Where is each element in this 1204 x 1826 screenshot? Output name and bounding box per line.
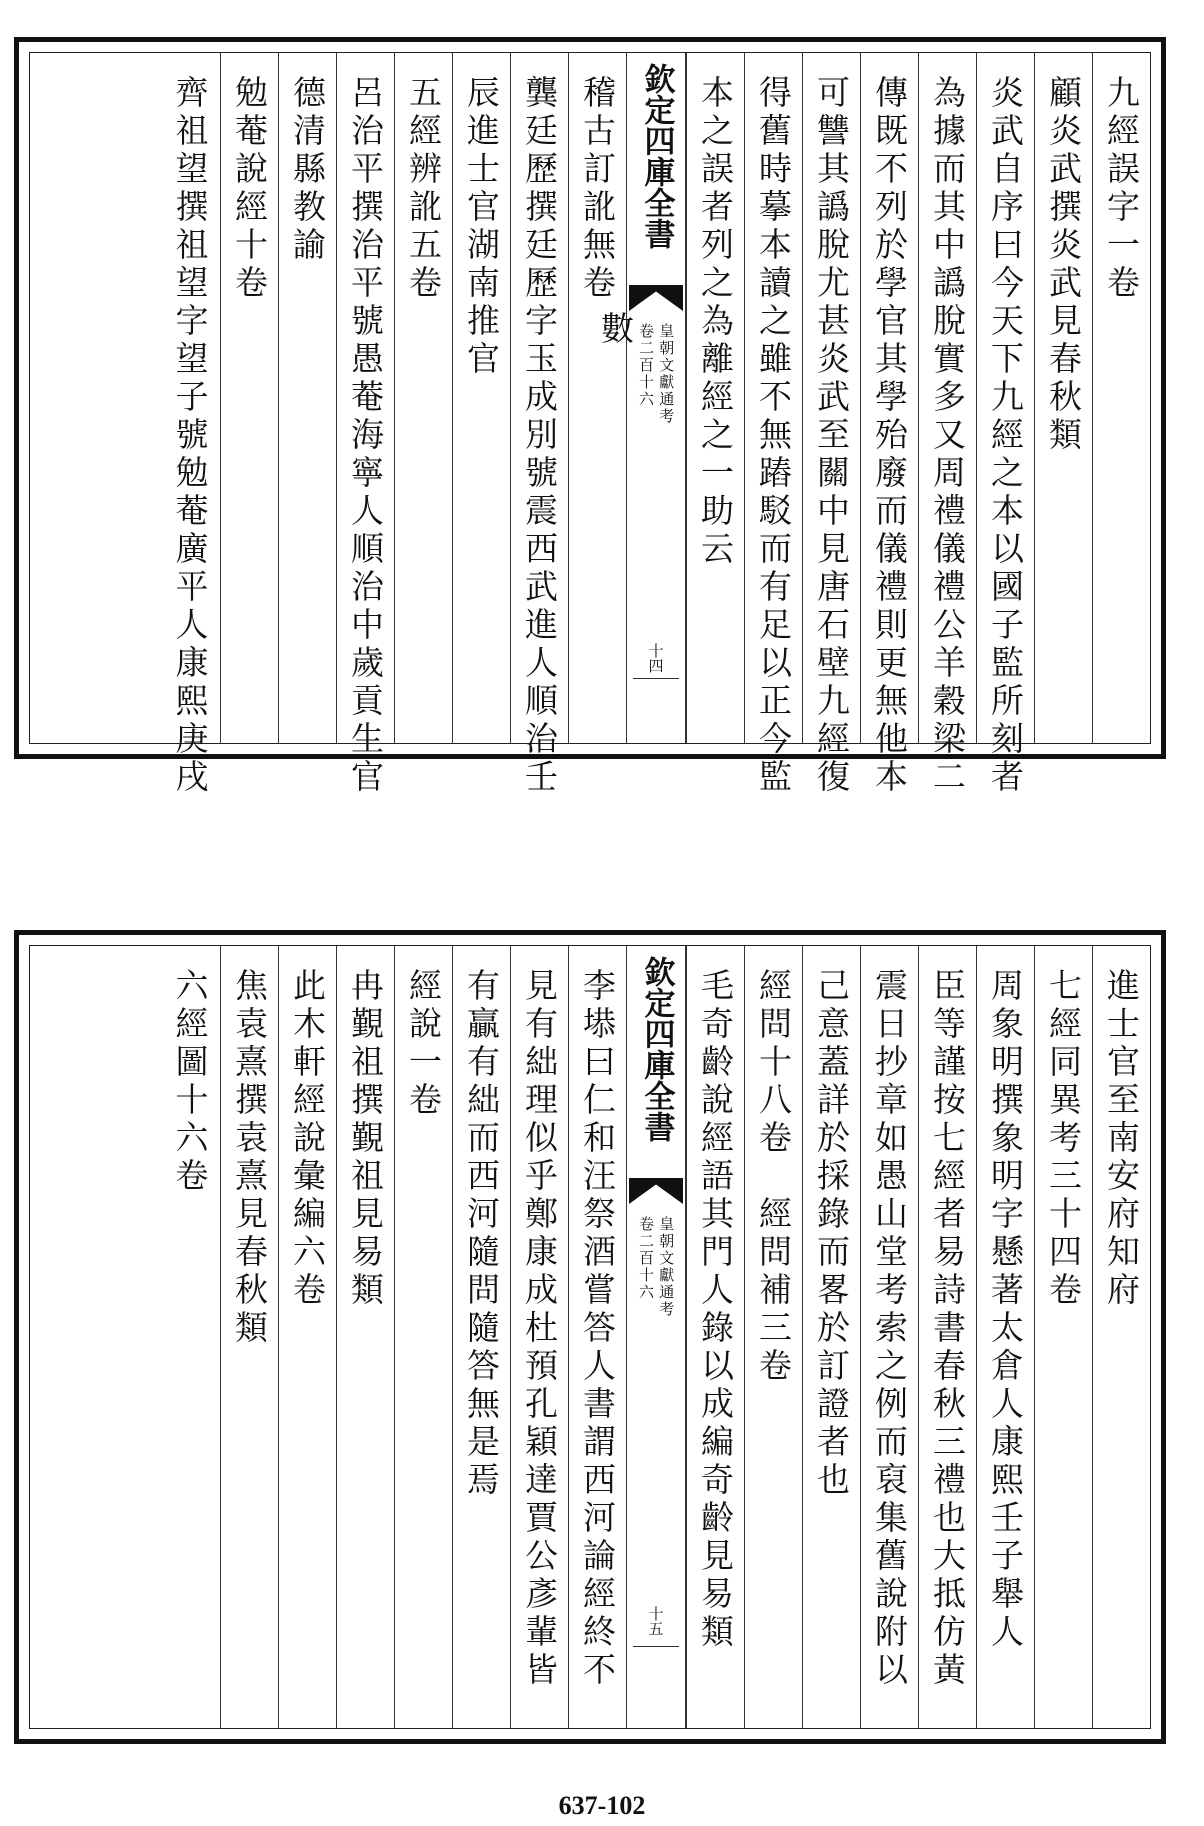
page-code: 637-102 bbox=[558, 1791, 646, 1820]
top-panel-frame bbox=[29, 52, 1151, 797]
top-spine-rule bbox=[633, 678, 679, 679]
bottom-column-9: 見有絀理似乎鄭康成杜預孔穎達賈公彥輩皆 bbox=[510, 946, 568, 1728]
bottom-column-11: 經說一卷 bbox=[394, 946, 452, 1728]
bottom-column-4: 震日抄章如愚山堂考索之例而裒集舊說附以 bbox=[860, 946, 918, 1728]
top-column-13: 德清縣教諭 bbox=[278, 53, 336, 743]
bottom-spine-source: 皇朝文獻通考 卷二百十六 bbox=[637, 1216, 676, 1318]
top-panel bbox=[14, 37, 1166, 797]
top-column-1: 顧炎武撰炎武見春秋類 bbox=[1034, 53, 1092, 743]
top-column-6: 得舊時摹本讀之雖不無蹖駁而有足以正今監 bbox=[744, 53, 802, 743]
bottom-column-7: 毛奇齡說經語其門人錄以成編奇齡見易類 bbox=[686, 946, 744, 1728]
top-column-3: 為據而其中譌脫實多又周禮儀禮公羊穀梁二 bbox=[918, 53, 976, 743]
bottom-spine-rule bbox=[633, 1646, 679, 1647]
top-column-8: 稽古訂訛無卷 bbox=[568, 53, 626, 743]
top-column-11: 五經辨訛五卷 bbox=[394, 53, 452, 743]
bottom-spine-title: 欽定四庫全書 bbox=[638, 956, 675, 1142]
bottom-column-13: 此木軒經說彙編六卷 bbox=[278, 946, 336, 1728]
bottom-panel-frame bbox=[29, 945, 1151, 1729]
bottom-column-0: 進士官至南安府知府 bbox=[1092, 946, 1150, 1728]
bottom-column-14: 焦袁熹撰袁熹見春秋類 bbox=[220, 946, 278, 1728]
top-column-0: 九經誤字一卷 bbox=[1092, 53, 1150, 743]
top-annotation-small: 數 bbox=[596, 311, 635, 349]
top-column-14: 勉菴說經十卷 bbox=[220, 53, 278, 743]
top-column-10: 辰進士官湖南推官 bbox=[452, 53, 510, 743]
top-column-2: 炎武自序曰今天下九經之本以國子監所刻者 bbox=[976, 53, 1034, 743]
top-spine-page-number: 十四 bbox=[646, 643, 665, 673]
top-spine-title: 欽定四庫全書 bbox=[638, 63, 675, 249]
bottom-fish-tail-mark bbox=[629, 1178, 683, 1204]
bottom-column-5: 己意蓋詳於採錄而畧於訂證者也 bbox=[802, 946, 860, 1728]
top-fish-tail-mark bbox=[629, 285, 683, 311]
bottom-column-10: 有贏有絀而西河隨問隨答無是焉 bbox=[452, 946, 510, 1728]
bottom-column-6: 經問十八卷 經問補三卷 bbox=[744, 946, 802, 1728]
bottom-column-3: 臣等謹按七經者易詩書春秋三禮也大抵仿黃 bbox=[918, 946, 976, 1728]
top-column-15: 齊祖望撰祖望字望子號勉菴廣平人康熙庚戌 bbox=[170, 75, 210, 797]
top-column-12: 呂治平撰治平號愚菴海寧人順治中歲貢生官 bbox=[336, 53, 394, 743]
top-spine bbox=[626, 53, 686, 743]
bottom-column-8: 李塨曰仁和汪祭酒嘗答人書謂西河論經終不 bbox=[568, 946, 626, 1728]
bottom-spine-page-number: 十五 bbox=[646, 1606, 665, 1636]
bottom-panel bbox=[14, 930, 1166, 1744]
bottom-column-12: 冉覲祖撰覲祖見易類 bbox=[336, 946, 394, 1728]
bottom-column-2: 周象明撰象明字懸著太倉人康熙壬子舉人 bbox=[976, 946, 1034, 1728]
bottom-column-1: 七經同異考三十四卷 bbox=[1034, 946, 1092, 1728]
bottom-spine bbox=[626, 946, 686, 1728]
top-spine-source: 皇朝文獻通考 卷二百十六 bbox=[637, 323, 676, 425]
top-column-9: 龔廷歷撰廷歷字玉成別號震西武進人順治壬 bbox=[510, 53, 568, 743]
top-column-7: 本之誤者列之為離經之一助云 bbox=[686, 53, 744, 743]
top-column-4: 傳既不列於學官其學殆廢而儀禮則更無他本 bbox=[860, 53, 918, 743]
top-column-5: 可讐其譌脫尤甚炎武至關中見唐石壁九經復 bbox=[802, 53, 860, 743]
bottom-column-15: 六經圖十六卷 bbox=[170, 968, 210, 1196]
